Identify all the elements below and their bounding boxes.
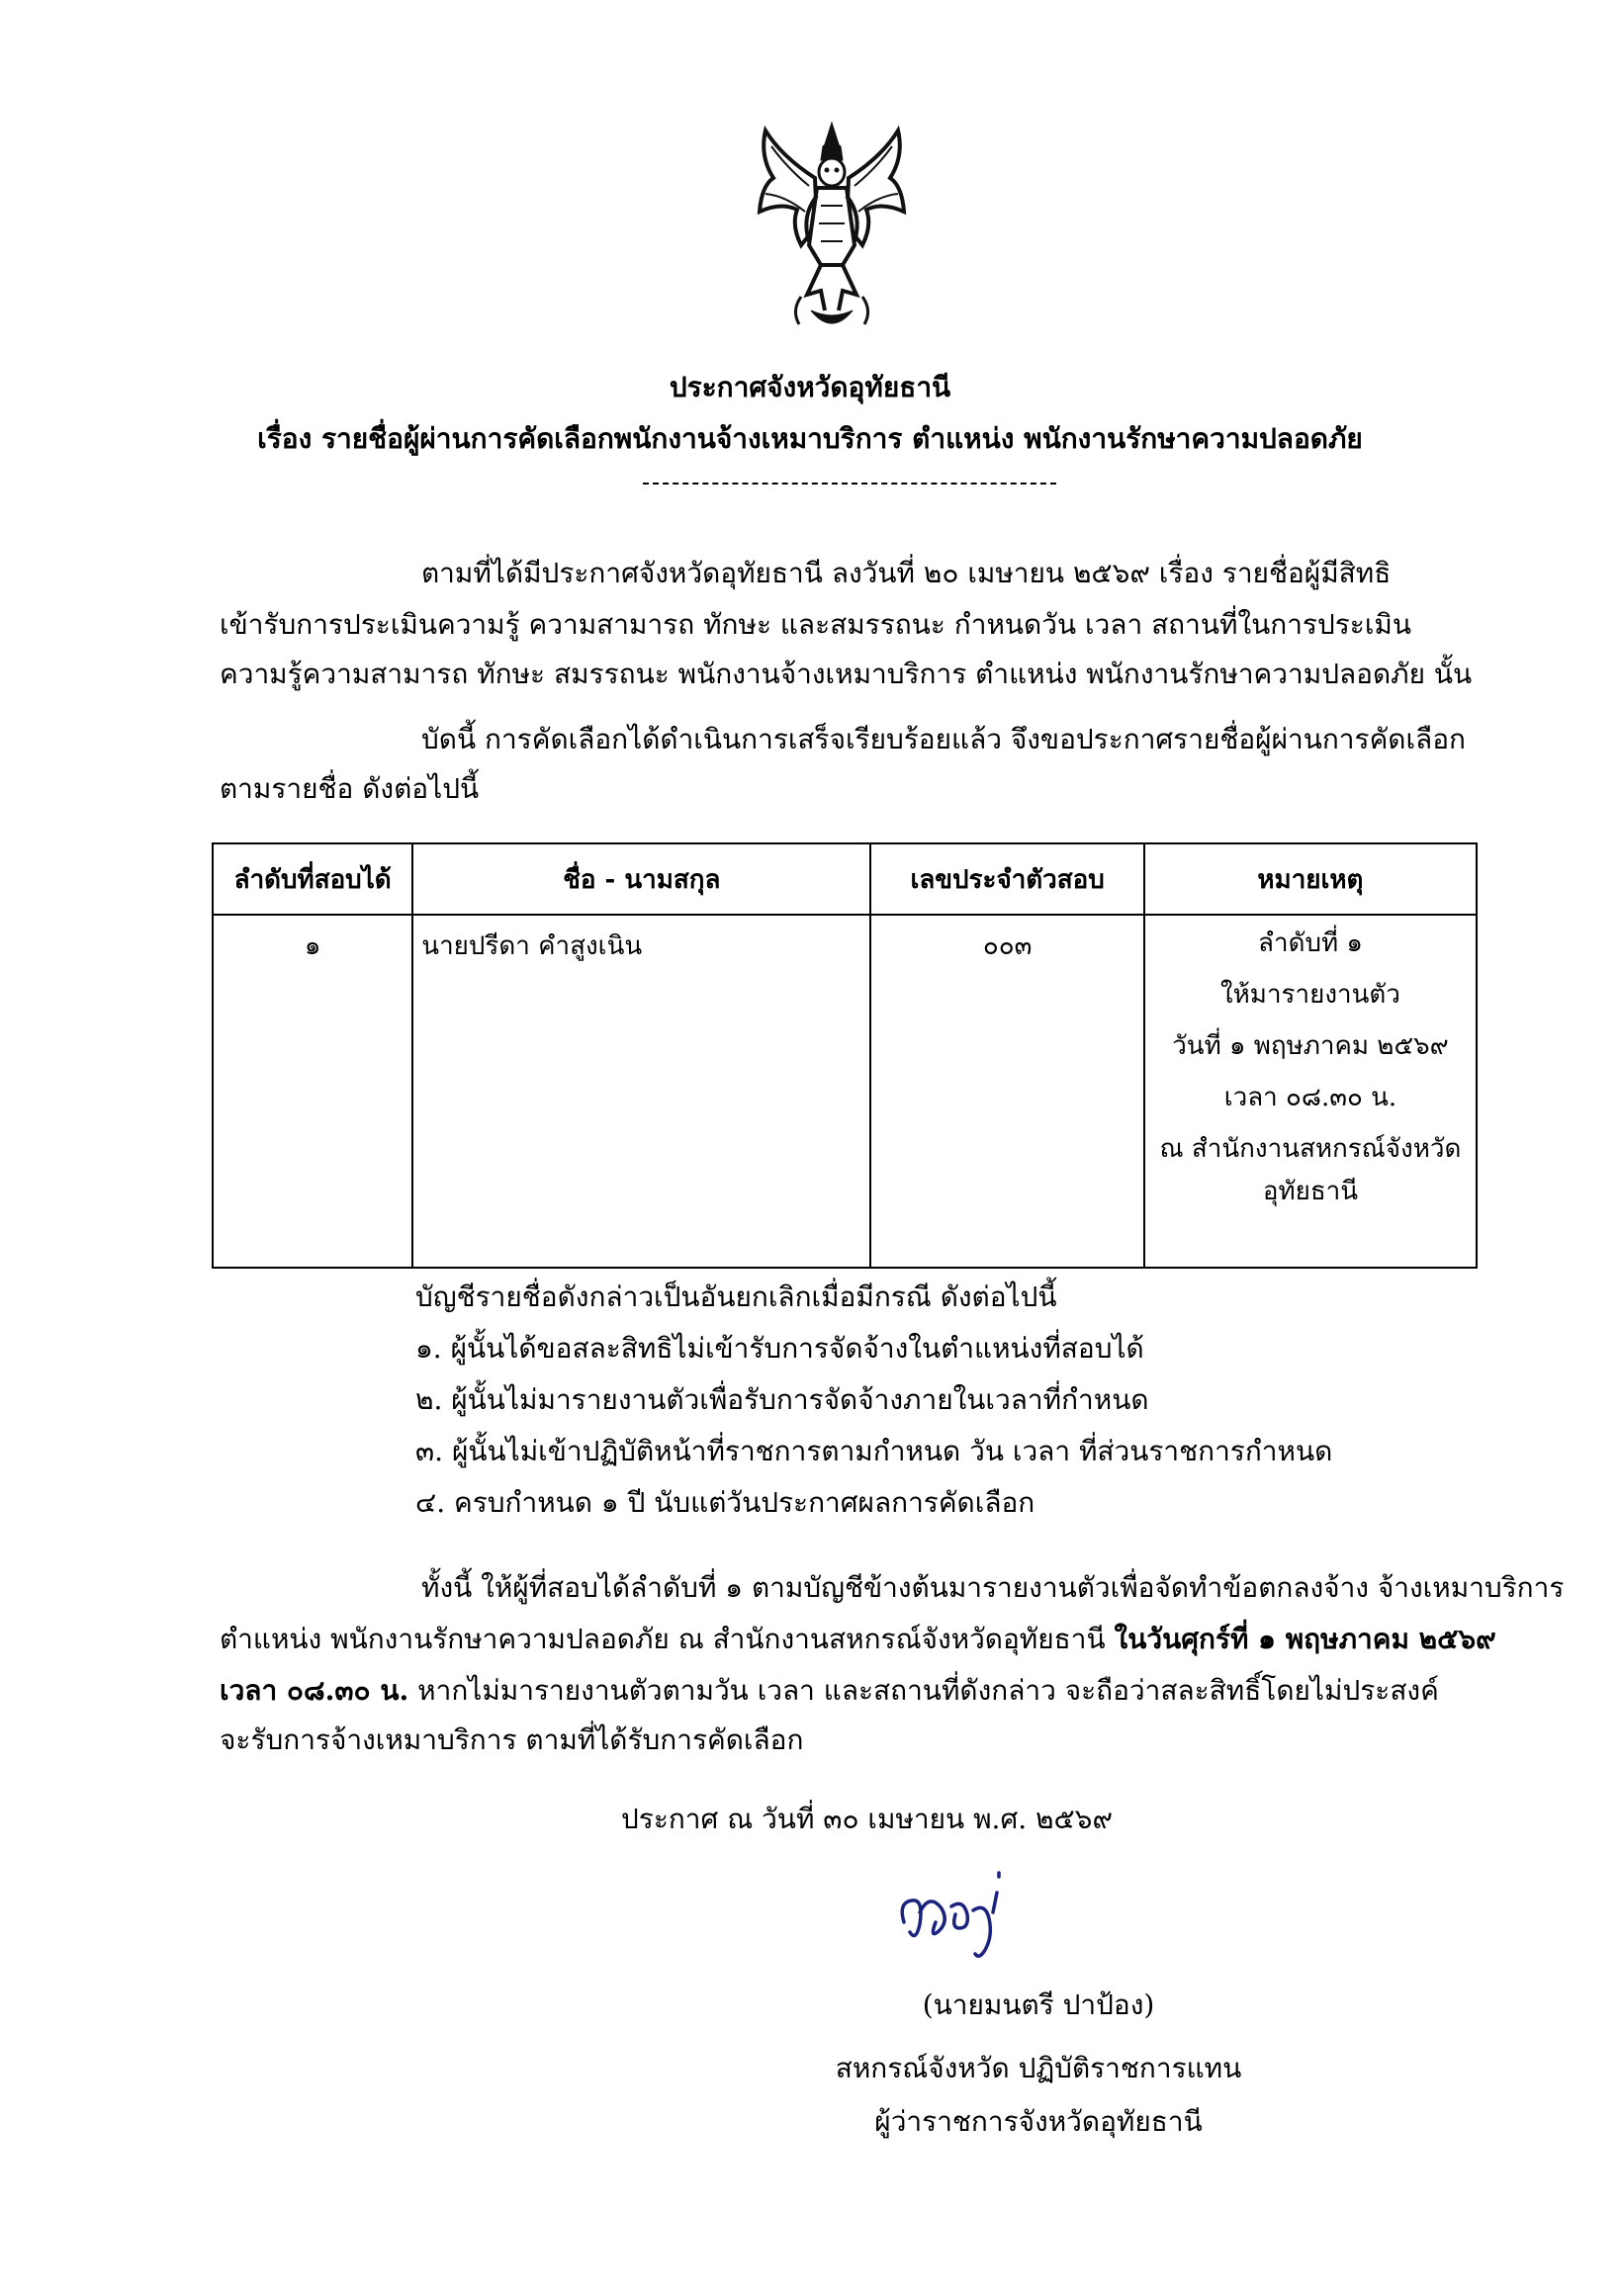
remark-line: ณ สำนักงานสหกรณ์จังหวัด xyxy=(1159,1134,1462,1164)
remark-line: ลำดับที่ ๑ xyxy=(1258,928,1363,958)
header-remarks: หมายเหตุ xyxy=(1144,843,1477,915)
closing-report-time: เวลา ๐๘.๓๐ น. xyxy=(220,1674,409,1707)
signatory-name: (นายมนตรี ปาป้อง) xyxy=(922,1988,1155,2021)
closing-line-3-text: หากไม่มารายงานตัวตามวัน เวลา และสถานที่ดังกล่าว จะถือว่าสละสิทธิ์โดยไม่ประสงค์ xyxy=(408,1674,1439,1707)
para2-line-1: บัดนี้ การคัดเลือกได้ดำเนินการเสร็จเรียบร้อยแล้ว จึงขอประกาศรายชื่อผู้ผ่านการคัดเลือก xyxy=(421,723,1466,755)
remark-line: อุทัยธานี xyxy=(1262,1177,1359,1206)
closing-report-date: ในวันศุกร์ที่ ๑ พฤษภาคม ๒๕๖๙ xyxy=(1114,1623,1496,1655)
para1-line-1: ตามที่ได้มีประกาศจังหวัดอุทัยธานี ลงวันที่ ๒๐ เมษายน ๒๕๖๙ เรื่อง รายชื่อผู้มีสิทธิ xyxy=(421,557,1392,589)
closing-line-3 xyxy=(220,1671,1439,1711)
cell-remarks xyxy=(1144,915,1477,1268)
cell-exam-id: ๐๐๓ xyxy=(870,915,1144,1268)
announce-date: ประกาศ ณ วันที่ ๓๐ เมษายน พ.ศ. ๒๕๖๙ xyxy=(621,1803,1113,1835)
cancellation-item: ๓. ผู้นั้นไม่เข้าปฏิบัติหน้าที่ราชการตามกำหนด วัน เวลา ที่ส่วนราชการกำหนด xyxy=(415,1435,1333,1467)
cancellation-item: ๔. ครบกำหนด ๑ ปี นับแต่วันประกาศผลการคัดเลือก xyxy=(415,1486,1035,1519)
remark-line: ให้มารายงานตัว xyxy=(1219,980,1400,1010)
remark-line: เวลา ๐๘.๓๐ น. xyxy=(1223,1083,1397,1112)
closing-line-2 xyxy=(220,1620,1496,1659)
para1-line-3: ความรู้ความสามารถ ทักษะ สมรรถนะ พนักงานจ้างเหมาบริการ ตำแหน่ง พนักงานรักษาความปลอดภัย นั้น xyxy=(220,658,1473,690)
garuda-emblem-icon xyxy=(752,117,912,339)
handwritten-signature xyxy=(890,1863,1038,1972)
results-table xyxy=(212,842,1478,1269)
table-row xyxy=(213,915,1477,1268)
table-header-row xyxy=(213,843,1477,915)
header-name: ชื่อ - นามสกุล xyxy=(412,843,870,915)
closing-line-4: จะรับการจ้างเหมาบริการ ตามที่ได้รับการคัดเลือก xyxy=(220,1723,804,1756)
closing-line-2-text: ตำแหน่ง พนักงานรักษาความปลอดภัย ณ สำนักงานสหกรณ์จังหวัดอุทัยธานี xyxy=(220,1623,1115,1655)
signatory-position: สหกรณ์จังหวัด ปฏิบัติราชการแทน xyxy=(835,2052,1242,2084)
cancellation-item: ๑. ผู้นั้นได้ขอสละสิทธิไม่เข้ารับการจัดจ้างในตำแหน่งที่สอบได้ xyxy=(415,1332,1144,1365)
para1-line-2: เข้ารับการประเมินความรู้ ความสามารถ ทักษะ และสมรรถนะ กำหนดวัน เวลา สถานที่ในการประเมิน xyxy=(220,608,1411,641)
closing-line-1: ทั้งนี้ ให้ผู้ที่สอบได้ลำดับที่ ๑ ตามบัญชีข้างต้นมารายงานตัวเพื่อจัดทำข้อตกลงจ้าง จ้างเหมาบริการ xyxy=(421,1571,1565,1604)
header-exam-id: เลขประจำตัวสอบ xyxy=(870,843,1144,915)
header-rank: ลำดับที่สอบได้ xyxy=(213,843,412,915)
cancellation-intro: บัญชีรายชื่อดังกล่าวเป็นอันยกเลิกเมื่อมีกรณี ดังต่อไปนี้ xyxy=(415,1280,1057,1313)
announcement-subject: เรื่อง รายชื่อผู้ผ่านการคัดเลือกพนักงานจ้างเหมาบริการ ตำแหน่ง พนักงานรักษาความปลอดภัย xyxy=(257,422,1363,455)
cell-rank: ๑ xyxy=(213,915,412,1268)
signatory-on-behalf: ผู้ว่าราชการจังหวัดอุทัยธานี xyxy=(874,2105,1203,2138)
announcement-title: ประกาศจังหวัดอุทัยธานี xyxy=(669,371,951,403)
para2-line-2: ตามรายชื่อ ดังต่อไปนี้ xyxy=(220,772,480,805)
title-separator xyxy=(643,483,1056,485)
cancellation-item: ๒. ผู้นั้นไม่มารายงานตัวเพื่อรับการจัดจ้างภายในเวลาที่กำหนด xyxy=(415,1383,1149,1416)
remark-line: วันที่ ๑ พฤษภาคม ๒๕๖๙ xyxy=(1172,1031,1449,1061)
cell-name: นายปรีดา คำสูงเนิน xyxy=(412,915,870,1268)
